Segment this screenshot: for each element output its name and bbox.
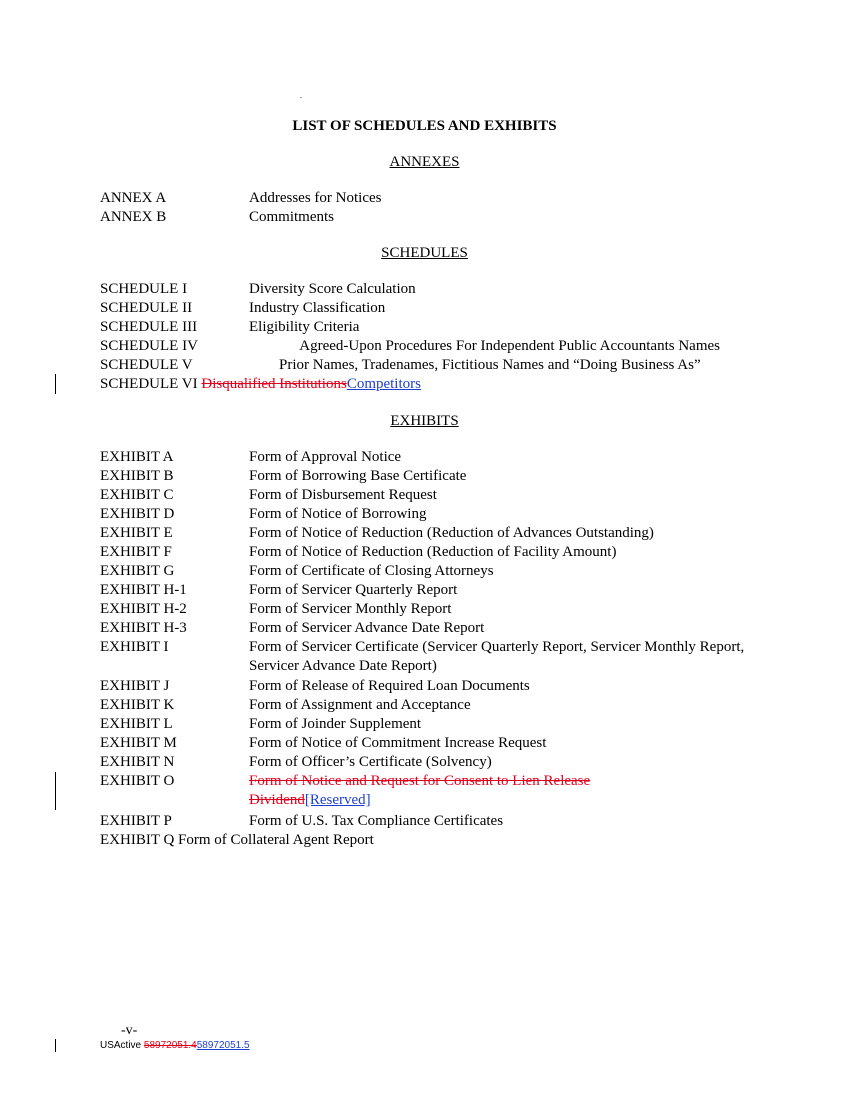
annex-label: ANNEX B — [100, 209, 167, 225]
schedule-desc: Industry Classification — [249, 300, 386, 316]
exhibit-desc: Form of Servicer Certificate (Servicer Quarterly Report, Servicer Monthly Report, Servicer Advance Date Report) — [249, 639, 745, 674]
exhibit-label: EXHIBIT M — [100, 735, 177, 751]
change-bar — [55, 374, 56, 394]
inserted-text: Competitors — [346, 376, 421, 392]
exhibit-label: EXHIBIT O — [100, 773, 175, 789]
schedule-desc: Diversity Score Calculation — [249, 281, 416, 297]
exhibit-label: EXHIBIT H-2 — [100, 601, 187, 617]
schedule-label: SCHEDULE IV — [100, 338, 198, 354]
exhibit-label: EXHIBIT K — [100, 697, 175, 713]
exhibit-row — [100, 831, 720, 850]
exhibit-label: EXHIBIT P — [100, 813, 172, 829]
annex-desc: Addresses for Notices — [249, 190, 382, 206]
exhibit-label: EXHIBIT N — [100, 754, 175, 770]
exhibit-label: EXHIBIT E — [100, 525, 173, 541]
exhibit-label: EXHIBIT G — [100, 563, 175, 579]
exhibit-desc: Form of Certificate of Closing Attorneys — [249, 563, 494, 579]
exhibit-desc: Form of Servicer Quarterly Report — [249, 582, 458, 598]
deleted-text: Disqualified Institutions — [201, 376, 347, 392]
inserted-text: 58972051.5 — [196, 1040, 250, 1051]
exhibit-label: EXHIBIT A — [100, 449, 174, 465]
schedule-desc: Agreed-Upon Procedures For Independent Public Accountants Names — [299, 338, 720, 354]
exhibit-desc: Form of Assignment and Acceptance — [249, 697, 471, 713]
exhibit-label: EXHIBIT F — [100, 544, 172, 560]
exhibit-label: EXHIBIT H-3 — [100, 620, 187, 636]
deleted-text: Form of Notice and Request for Consent to Lien Release — [249, 773, 591, 789]
exhibit-desc: Form of Notice of Reduction (Reduction of Facility Amount) — [249, 544, 617, 560]
change-bar — [55, 772, 56, 810]
exhibit-desc: Form of Disbursement Request — [249, 487, 437, 503]
schedule-label: SCHEDULE II — [100, 300, 193, 316]
schedules-heading: SCHEDULES — [381, 245, 468, 261]
schedule-desc: Prior Names, Tradenames, Fictitious Names and “Doing Business As” — [279, 357, 701, 373]
exhibit-label: EXHIBIT Q — [100, 832, 175, 848]
exhibit-desc: Form of Collateral Agent Report — [178, 832, 374, 848]
footer-doc-id — [100, 1040, 250, 1051]
exhibit-label: EXHIBIT C — [100, 487, 174, 503]
exhibit-label: EXHIBIT B — [100, 468, 174, 484]
inserted-text: [Reserved] — [304, 792, 371, 808]
schedule-label: SCHEDULE I — [100, 281, 188, 297]
exhibit-desc: Form of Notice of Commitment Increase Request — [249, 735, 547, 751]
deleted-text: Dividend — [249, 792, 305, 808]
exhibit-label: EXHIBIT L — [100, 716, 173, 732]
exhibit-desc-deleted — [249, 772, 590, 810]
exhibit-label: EXHIBIT J — [100, 678, 170, 694]
exhibit-desc: Form of Servicer Advance Date Report — [249, 620, 485, 636]
exhibit-desc: Form of Notice of Reduction (Reduction of Advances Outstanding) — [249, 525, 654, 541]
change-bar — [55, 1039, 56, 1052]
deleted-text: 58972051.4 — [143, 1040, 197, 1051]
footer-prefix: USActive — [100, 1040, 144, 1051]
exhibit-label: EXHIBIT I — [100, 639, 169, 655]
schedule-label: SCHEDULE III — [100, 319, 198, 335]
exhibit-desc: Form of Joinder Supplement — [249, 716, 422, 732]
stray-dot: . — [300, 91, 302, 100]
schedule-row — [100, 337, 720, 356]
exhibit-label: EXHIBIT D — [100, 506, 175, 522]
annexes-heading: ANNEXES — [389, 154, 460, 170]
exhibits-heading: EXHIBITS — [390, 413, 459, 429]
exhibit-desc: Form of Notice of Borrowing — [249, 506, 427, 522]
page-title: LIST OF SCHEDULES AND EXHIBITS — [292, 118, 557, 134]
exhibit-desc: Form of Borrowing Base Certificate — [249, 468, 467, 484]
exhibit-label: EXHIBIT H-1 — [100, 582, 187, 598]
exhibit-desc: Form of Servicer Monthly Report — [249, 601, 452, 617]
page-number: -v- — [121, 1023, 138, 1038]
exhibit-desc: Form of U.S. Tax Compliance Certificates — [249, 813, 504, 829]
exhibit-desc: Form of Approval Notice — [249, 449, 402, 465]
exhibit-desc: Form of Officer’s Certificate (Solvency) — [249, 754, 492, 770]
annex-label: ANNEX A — [100, 190, 167, 206]
schedule-label: SCHEDULE VI — [100, 376, 198, 392]
exhibit-desc: Form of Release of Required Loan Documents — [249, 678, 530, 694]
exhibit-row — [100, 638, 745, 676]
schedule-row — [100, 375, 720, 394]
annex-desc: Commitments — [249, 209, 335, 225]
exhibit-row — [100, 772, 720, 810]
schedule-label: SCHEDULE V — [100, 357, 193, 373]
schedule-desc: Eligibility Criteria — [249, 319, 360, 335]
